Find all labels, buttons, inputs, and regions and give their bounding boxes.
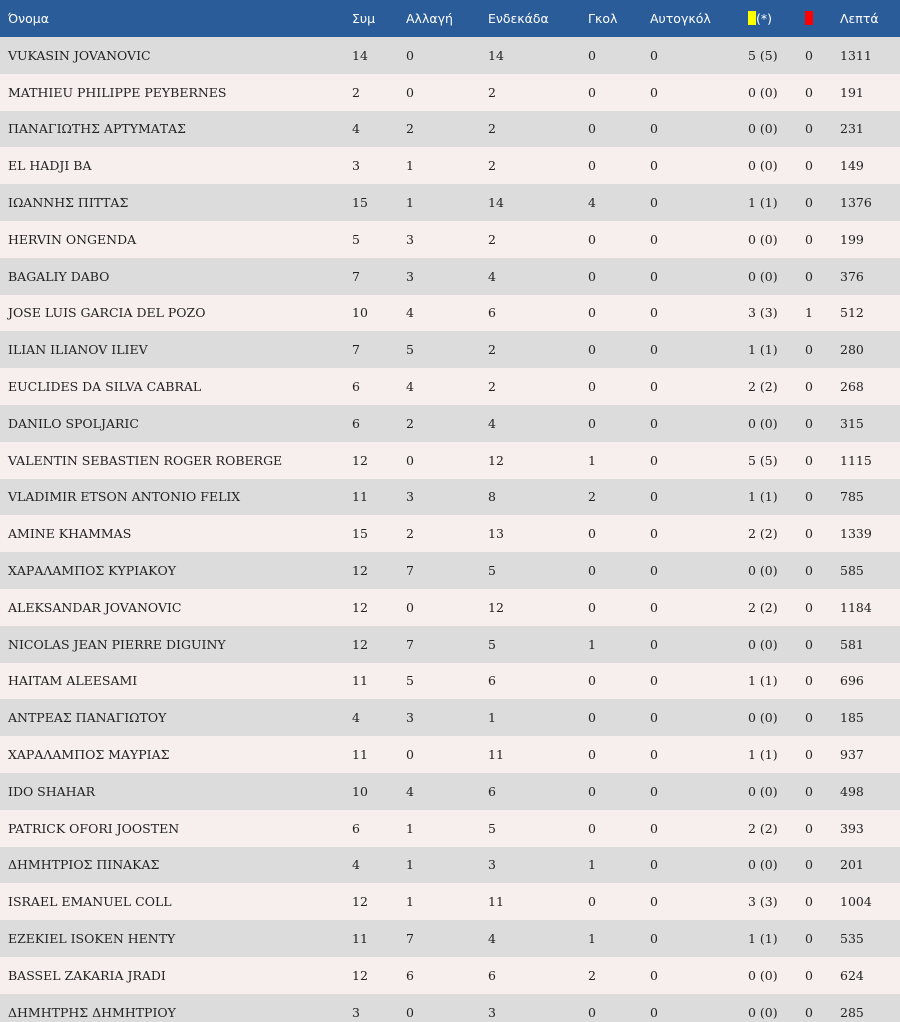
minutes-cell: 191 [840, 84, 864, 100]
starts-cell: 11 [488, 747, 504, 763]
own-goals-cell: 0 [650, 563, 658, 579]
player-name-cell[interactable]: AMINE KHAMMAS [8, 526, 132, 542]
minutes-cell: 315 [840, 415, 864, 431]
starts-cell: 2 [488, 121, 496, 137]
appearances-cell: 12 [352, 636, 368, 652]
red-cards-cell: 0 [805, 710, 813, 726]
red-cards-cell: 0 [805, 158, 813, 174]
red-cards-cell: 0 [805, 636, 813, 652]
table-row [0, 147, 900, 184]
substitutions-cell: 7 [406, 636, 414, 652]
appearances-cell: 12 [352, 599, 368, 615]
minutes-cell: 280 [840, 342, 864, 358]
own-goals-cell: 0 [650, 379, 658, 395]
minutes-cell: 498 [840, 783, 864, 799]
yellow-card-suffix: (*) [756, 11, 773, 26]
own-goals-cell: 0 [650, 526, 658, 542]
substitutions-cell: 1 [406, 195, 414, 211]
appearances-cell: 6 [352, 820, 360, 836]
red-cards-cell: 0 [805, 931, 813, 947]
starts-cell: 8 [488, 489, 496, 505]
table-row [0, 847, 900, 884]
starts-cell: 2 [488, 342, 496, 358]
substitutions-cell: 0 [406, 84, 414, 100]
player-name-cell[interactable]: IDO SHAHAR [8, 783, 96, 799]
minutes-cell: 268 [840, 379, 864, 395]
appearances-cell: 4 [352, 857, 360, 873]
goals-cell: 0 [588, 158, 596, 174]
table-row [0, 663, 900, 700]
minutes-cell: 285 [840, 1004, 864, 1020]
goals-cell: 2 [588, 489, 596, 505]
goals-cell: 0 [588, 305, 596, 321]
appearances-cell: 15 [352, 526, 368, 542]
table-row [0, 295, 900, 332]
red-cards-cell: 0 [805, 47, 813, 63]
starts-cell: 6 [488, 673, 496, 689]
minutes-cell: 231 [840, 121, 864, 137]
substitutions-cell: 2 [406, 415, 414, 431]
red-cards-cell: 0 [805, 599, 813, 615]
own-goals-cell: 0 [650, 195, 658, 211]
starts-cell: 5 [488, 820, 496, 836]
goals-cell: 1 [588, 636, 596, 652]
substitutions-cell: 5 [406, 342, 414, 358]
minutes-cell: 1311 [840, 47, 872, 63]
minutes-cell: 376 [840, 268, 864, 284]
minutes-cell: 149 [840, 158, 864, 174]
goals-cell: 0 [588, 84, 596, 100]
goals-cell: 0 [588, 894, 596, 910]
column-header-subs[interactable]: Αλλαγή [406, 11, 453, 26]
minutes-cell: 535 [840, 931, 864, 947]
table-row [0, 626, 900, 663]
yellow-cards-cell: 1 (1) [748, 342, 778, 358]
appearances-cell: 5 [352, 231, 360, 247]
appearances-cell: 11 [352, 489, 368, 505]
appearances-cell: 4 [352, 710, 360, 726]
yellow-cards-cell: 0 (0) [748, 783, 778, 799]
appearances-cell: 11 [352, 747, 368, 763]
yellow-cards-cell: 0 (0) [748, 231, 778, 247]
own-goals-cell: 0 [650, 452, 658, 468]
red-card-icon [805, 11, 813, 25]
appearances-cell: 12 [352, 452, 368, 468]
table-row [0, 810, 900, 847]
red-cards-cell: 0 [805, 673, 813, 689]
starts-cell: 6 [488, 967, 496, 983]
yellow-cards-cell: 0 (0) [748, 710, 778, 726]
yellow-cards-cell: 0 (0) [748, 1004, 778, 1020]
yellow-cards-cell: 0 (0) [748, 415, 778, 431]
goals-cell: 0 [588, 47, 596, 63]
player-name-cell[interactable]: ΧΑΡΑΛΑΜΠΟΣ ΚΥΡΙΑΚΟΥ [8, 563, 176, 579]
table-row [0, 736, 900, 773]
own-goals-cell: 0 [650, 673, 658, 689]
yellow-cards-cell: 5 (5) [748, 47, 778, 63]
red-cards-cell: 0 [805, 415, 813, 431]
yellow-cards-cell: 0 (0) [748, 158, 778, 174]
player-name-cell[interactable]: ISRAEL EMANUEL COLL [8, 894, 172, 910]
player-name-cell[interactable]: VALENTIN SEBASTIEN ROGER ROBERGE [8, 452, 283, 468]
appearances-cell: 14 [352, 47, 368, 63]
column-header-red-cards[interactable] [805, 0, 840, 37]
substitutions-cell: 1 [406, 820, 414, 836]
goals-cell: 0 [588, 563, 596, 579]
starts-cell: 14 [488, 47, 504, 63]
minutes-cell: 581 [840, 636, 864, 652]
red-cards-cell: 0 [805, 857, 813, 873]
minutes-cell: 937 [840, 747, 864, 763]
red-cards-cell: 0 [805, 967, 813, 983]
own-goals-cell: 0 [650, 894, 658, 910]
red-cards-cell: 0 [805, 231, 813, 247]
red-cards-cell: 0 [805, 195, 813, 211]
starts-cell: 3 [488, 1004, 496, 1020]
own-goals-cell: 0 [650, 268, 658, 284]
player-name-cell[interactable]: EL HADJI BA [8, 158, 92, 174]
goals-cell: 0 [588, 231, 596, 247]
player-name-cell[interactable]: VUKASIN JOVANOVIC [8, 47, 151, 63]
substitutions-cell: 6 [406, 967, 414, 983]
minutes-cell: 696 [840, 673, 864, 689]
minutes-cell: 624 [840, 967, 864, 983]
goals-cell: 0 [588, 673, 596, 689]
appearances-cell: 11 [352, 931, 368, 947]
goals-cell: 0 [588, 526, 596, 542]
player-name-cell[interactable]: NICOLAS JEAN PIERRE DIGUINY [8, 636, 226, 652]
starts-cell: 4 [488, 931, 496, 947]
substitutions-cell: 0 [406, 47, 414, 63]
player-name-cell[interactable]: ΔΗΜΗΤΡΙΟΣ ΠΙΝΑΚΑΣ [8, 857, 160, 873]
player-name-cell[interactable]: ΑΝΤΡΕΑΣ ΠΑΝΑΓΙΩΤΟΥ [8, 710, 167, 726]
starts-cell: 2 [488, 84, 496, 100]
yellow-cards-cell: 0 (0) [748, 84, 778, 100]
minutes-cell: 199 [840, 231, 864, 247]
starts-cell: 11 [488, 894, 504, 910]
starts-cell: 14 [488, 195, 504, 211]
minutes-cell: 185 [840, 710, 864, 726]
table-row [0, 479, 900, 516]
player-name-cell[interactable]: ILIAN ILIANOV ILIEV [8, 342, 148, 358]
own-goals-cell: 0 [650, 231, 658, 247]
starts-cell: 4 [488, 415, 496, 431]
table-row [0, 515, 900, 552]
starts-cell: 6 [488, 305, 496, 321]
goals-cell: 0 [588, 783, 596, 799]
appearances-cell: 11 [352, 673, 368, 689]
player-name-cell[interactable]: HERVIN ONGENDA [8, 231, 137, 247]
column-header-yellow-cards[interactable] [748, 0, 805, 37]
minutes-cell: 1004 [840, 894, 872, 910]
goals-cell: 0 [588, 820, 596, 836]
appearances-cell: 10 [352, 783, 368, 799]
starts-cell: 13 [488, 526, 504, 542]
substitutions-cell: 0 [406, 1004, 414, 1020]
substitutions-cell: 0 [406, 599, 414, 615]
substitutions-cell: 1 [406, 857, 414, 873]
own-goals-cell: 0 [650, 415, 658, 431]
yellow-cards-cell: 0 (0) [748, 268, 778, 284]
player-name-cell[interactable]: ΙΩΑΝΝΗΣ ΠΙΤΤΑΣ [8, 195, 129, 211]
yellow-cards-cell: 1 (1) [748, 195, 778, 211]
substitutions-cell: 4 [406, 379, 414, 395]
yellow-cards-cell: 2 (2) [748, 599, 778, 615]
goals-cell: 0 [588, 1004, 596, 1020]
starts-cell: 3 [488, 857, 496, 873]
player-name-cell[interactable]: ΧΑΡΑΛΑΜΠΟΣ ΜΑΥΡΙΑΣ [8, 747, 170, 763]
minutes-cell: 1376 [840, 195, 872, 211]
own-goals-cell: 0 [650, 636, 658, 652]
substitutions-cell: 2 [406, 121, 414, 137]
own-goals-cell: 0 [650, 158, 658, 174]
starts-cell: 6 [488, 783, 496, 799]
red-cards-cell: 0 [805, 268, 813, 284]
appearances-cell: 12 [352, 563, 368, 579]
appearances-cell: 12 [352, 894, 368, 910]
goals-cell: 0 [588, 121, 596, 137]
table-row [0, 699, 900, 736]
red-cards-cell: 0 [805, 894, 813, 910]
table-row [0, 883, 900, 920]
appearances-cell: 3 [352, 158, 360, 174]
substitutions-cell: 0 [406, 747, 414, 763]
appearances-cell: 3 [352, 1004, 360, 1020]
own-goals-cell: 0 [650, 857, 658, 873]
starts-cell: 5 [488, 636, 496, 652]
player-name-cell[interactable]: MATHIEU PHILIPPE PEYBERNES [8, 84, 227, 100]
player-name-cell[interactable]: PATRICK OFORI JOOSTEN [8, 820, 180, 836]
minutes-cell: 1184 [840, 599, 872, 615]
player-name-cell[interactable]: ΠΑΝΑΓΙΩΤΗΣ ΑΡΤΥΜΑΤΑΣ [8, 121, 186, 137]
table-row [0, 221, 900, 258]
red-cards-cell: 0 [805, 342, 813, 358]
starts-cell: 12 [488, 599, 504, 615]
own-goals-cell: 0 [650, 489, 658, 505]
goals-cell: 1 [588, 931, 596, 947]
minutes-cell: 1115 [840, 452, 872, 468]
goals-cell: 2 [588, 967, 596, 983]
yellow-card-icon [748, 11, 756, 25]
player-name-cell[interactable]: DANILO SPOLJARIC [8, 415, 139, 431]
minutes-cell: 585 [840, 563, 864, 579]
table-row [0, 442, 900, 479]
starts-cell: 12 [488, 452, 504, 468]
player-name-cell[interactable]: VLADIMIR ETSON ANTONIO FELIX [8, 489, 241, 505]
appearances-cell: 7 [352, 268, 360, 284]
red-cards-cell: 0 [805, 747, 813, 763]
substitutions-cell: 3 [406, 489, 414, 505]
goals-cell: 0 [588, 342, 596, 358]
starts-cell: 5 [488, 563, 496, 579]
appearances-cell: 4 [352, 121, 360, 137]
table-row [0, 994, 900, 1022]
yellow-cards-cell: 1 (1) [748, 931, 778, 947]
table-row [0, 258, 900, 295]
red-cards-cell: 0 [805, 820, 813, 836]
table-row [0, 111, 900, 148]
red-cards-cell: 0 [805, 121, 813, 137]
player-name-cell[interactable]: EUCLIDES DA SILVA CABRAL [8, 379, 202, 395]
red-cards-cell: 1 [805, 305, 813, 321]
table-row [0, 184, 900, 221]
own-goals-cell: 0 [650, 710, 658, 726]
minutes-cell: 201 [840, 857, 864, 873]
own-goals-cell: 0 [650, 820, 658, 836]
goals-cell: 0 [588, 268, 596, 284]
red-cards-cell: 0 [805, 489, 813, 505]
table-row [0, 37, 900, 74]
table-header [0, 0, 900, 37]
yellow-cards-cell: 1 (1) [748, 673, 778, 689]
table-row [0, 773, 900, 810]
substitutions-cell: 2 [406, 526, 414, 542]
substitutions-cell: 0 [406, 452, 414, 468]
substitutions-cell: 7 [406, 563, 414, 579]
goals-cell: 1 [588, 857, 596, 873]
red-cards-cell: 0 [805, 84, 813, 100]
appearances-cell: 6 [352, 415, 360, 431]
red-cards-cell: 0 [805, 452, 813, 468]
substitutions-cell: 4 [406, 305, 414, 321]
yellow-cards-cell: 0 (0) [748, 636, 778, 652]
table-row [0, 589, 900, 626]
own-goals-cell: 0 [650, 121, 658, 137]
own-goals-cell: 0 [650, 47, 658, 63]
column-header-apps[interactable]: Συμ [352, 11, 376, 26]
appearances-cell: 15 [352, 195, 368, 211]
substitutions-cell: 1 [406, 158, 414, 174]
player-name-cell[interactable]: ALEKSANDAR JOVANOVIC [8, 599, 182, 615]
own-goals-cell: 0 [650, 1004, 658, 1020]
appearances-cell: 7 [352, 342, 360, 358]
player-name-cell[interactable]: HAITAM ALEESAMI [8, 673, 138, 689]
goals-cell: 0 [588, 415, 596, 431]
table-row [0, 331, 900, 368]
header-row [0, 0, 900, 37]
table-body [0, 37, 900, 1022]
appearances-cell: 12 [352, 967, 368, 983]
yellow-cards-cell: 2 (2) [748, 820, 778, 836]
yellow-cards-cell: 0 (0) [748, 121, 778, 137]
goals-cell: 0 [588, 710, 596, 726]
table-row [0, 920, 900, 957]
yellow-cards-cell: 1 (1) [748, 747, 778, 763]
column-header-goals[interactable]: Γκολ [588, 11, 618, 26]
table-row [0, 368, 900, 405]
column-header-name[interactable]: Όνομα [8, 11, 49, 26]
goals-cell: 0 [588, 379, 596, 395]
column-header-minutes[interactable]: Λεπτά [840, 11, 879, 26]
yellow-cards-cell: 2 (2) [748, 526, 778, 542]
minutes-cell: 1339 [840, 526, 872, 542]
yellow-cards-cell: 3 (3) [748, 305, 778, 321]
own-goals-cell: 0 [650, 747, 658, 763]
goals-cell: 4 [588, 195, 596, 211]
player-name-cell[interactable]: EZEKIEL ISOKEN HENTY [8, 931, 176, 947]
column-header-starts[interactable]: Ενδεκάδα [488, 11, 549, 26]
own-goals-cell: 0 [650, 967, 658, 983]
red-cards-cell: 0 [805, 526, 813, 542]
red-cards-cell: 0 [805, 783, 813, 799]
minutes-cell: 393 [840, 820, 864, 836]
yellow-cards-cell: 5 (5) [748, 452, 778, 468]
substitutions-cell: 4 [406, 783, 414, 799]
minutes-cell: 512 [840, 305, 864, 321]
appearances-cell: 2 [352, 84, 360, 100]
goals-cell: 1 [588, 452, 596, 468]
substitutions-cell: 7 [406, 931, 414, 947]
substitutions-cell: 5 [406, 673, 414, 689]
column-header-own-goals[interactable]: Αυτογκόλ [650, 11, 711, 26]
substitutions-cell: 3 [406, 231, 414, 247]
player-name-cell[interactable]: BAGALIY DABO [8, 268, 110, 284]
yellow-cards-cell: 3 (3) [748, 894, 778, 910]
appearances-cell: 6 [352, 379, 360, 395]
red-cards-cell: 0 [805, 379, 813, 395]
table-row [0, 405, 900, 442]
yellow-cards-cell: 1 (1) [748, 489, 778, 505]
substitutions-cell: 3 [406, 268, 414, 284]
appearances-cell: 10 [352, 305, 368, 321]
own-goals-cell: 0 [650, 342, 658, 358]
table-row [0, 552, 900, 589]
player-name-cell[interactable]: BASSEL ZAKARIA JRADI [8, 967, 166, 983]
starts-cell: 4 [488, 268, 496, 284]
table-row [0, 74, 900, 111]
table-row [0, 957, 900, 994]
substitutions-cell: 1 [406, 894, 414, 910]
player-name-cell[interactable]: ΔΗΜΗΤΡΗΣ ΔΗΜΗΤΡΙΟΥ [8, 1004, 176, 1020]
yellow-cards-cell: 2 (2) [748, 379, 778, 395]
starts-cell: 2 [488, 379, 496, 395]
own-goals-cell: 0 [650, 305, 658, 321]
player-name-cell[interactable]: JOSE LUIS GARCIA DEL POZO [8, 305, 206, 321]
yellow-cards-cell: 0 (0) [748, 967, 778, 983]
red-cards-cell: 0 [805, 563, 813, 579]
starts-cell: 1 [488, 710, 496, 726]
yellow-cards-cell: 0 (0) [748, 857, 778, 873]
own-goals-cell: 0 [650, 84, 658, 100]
own-goals-cell: 0 [650, 783, 658, 799]
goals-cell: 0 [588, 599, 596, 615]
own-goals-cell: 0 [650, 599, 658, 615]
yellow-cards-cell: 0 (0) [748, 563, 778, 579]
own-goals-cell: 0 [650, 931, 658, 947]
goals-cell: 0 [588, 747, 596, 763]
substitutions-cell: 3 [406, 710, 414, 726]
red-cards-cell: 0 [805, 1004, 813, 1020]
starts-cell: 2 [488, 158, 496, 174]
minutes-cell: 785 [840, 489, 864, 505]
starts-cell: 2 [488, 231, 496, 247]
